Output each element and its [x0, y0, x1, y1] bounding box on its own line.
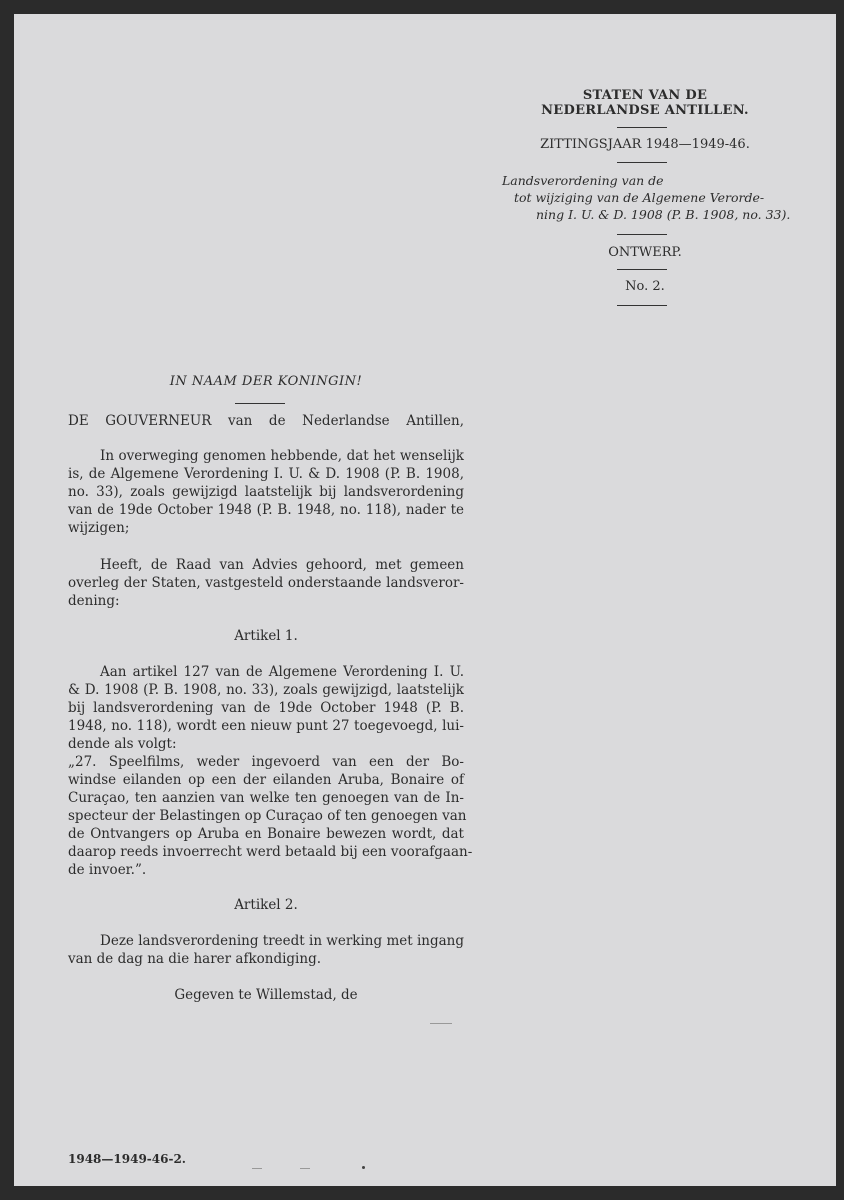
divider: [617, 127, 667, 128]
preamble1-line: no. 33), zoals gewijzigd laatstelijk bij landsverordening: [68, 484, 464, 500]
article-2-title: Artikel 2.: [234, 897, 298, 913]
article1-line: Curaçao, ten aanzien van welke ten genoegen van de In-: [68, 790, 464, 806]
preamble1-line: wijzigen;: [68, 520, 130, 536]
stray-mark: [300, 1168, 310, 1169]
article1-line: bij landsverordening van de 19de October 1948 (P. B.: [68, 700, 464, 716]
preamble2-line: Heeft, de Raad van Advies gehoord, met gemeen: [100, 557, 464, 573]
article1-line: „27. Speelfilms, weder ingevoerd van een der Bo-: [68, 754, 464, 770]
preamble1-line: In overweging genomen hebbende, dat het wenselijk: [100, 448, 464, 464]
header-title-line-2: NEDERLANDSE ANTILLEN.: [541, 103, 749, 118]
stray-mark: [430, 1023, 452, 1024]
given-at: Gegeven te Willemstad, de: [174, 987, 358, 1003]
article-2-text: [68, 932, 464, 968]
article-1-text: [68, 663, 473, 879]
divider: [617, 234, 667, 235]
divider: [617, 162, 667, 163]
draft-label: ONTWERP.: [608, 245, 682, 260]
divider: [617, 305, 667, 306]
article1-line: Aan artikel 127 van de Algemene Verordening I. U.: [100, 664, 464, 680]
invocation: IN NAAM DER KONINGIN!: [169, 374, 363, 389]
stray-mark: [252, 1168, 262, 1169]
preamble1-line: is, de Algemene Verordening I. U. & D. 1908 (P. B. 1908,: [68, 466, 464, 482]
divider: [617, 269, 667, 270]
document-header-title: [500, 88, 790, 118]
session-year: ZITTINGSJAAR 1948—1949-46.: [540, 137, 750, 152]
subject-line-2: tot wijziging van de Algemene Verorde-: [514, 190, 765, 205]
document-code: 1948—1949-46-2.: [68, 1152, 186, 1166]
article1-line: de invoer.”.: [68, 862, 147, 878]
article1-line: daarop reeds invoerrecht werd betaald bij een voorafgaan-: [68, 844, 473, 860]
document-number: No. 2.: [625, 279, 665, 294]
preamble-council: [68, 556, 464, 610]
article1-line: de Ontvangers op Aruba en Bonaire bewezen wordt, dat: [68, 826, 464, 842]
preamble2-line: dening:: [68, 593, 120, 609]
article1-line: 1948, no. 118), wordt een nieuw punt 27 toegevoegd, lui-: [68, 718, 464, 734]
divider: [235, 403, 285, 404]
article1-line: specteur der Belastingen op Curaçao of ten genoegen van: [68, 808, 467, 824]
subject-line-3: ning I. U. & D. 1908 (P. B. 1908, no. 33).: [536, 207, 791, 222]
ordinance-subject: [502, 172, 790, 223]
preamble1-line: van de 19de October 1948 (P. B. 1948, no. 118), nader te: [68, 502, 464, 518]
preamble-considering: [68, 447, 464, 537]
article1-line: dende als volgt:: [68, 736, 177, 752]
governor-line: DE GOUVERNEUR van de Nederlandse Antillen,: [68, 413, 464, 429]
stray-dot: [362, 1166, 365, 1169]
article1-line: & D. 1908 (P. B. 1908, no. 33), zoals gewijzigd, laatstelijk: [68, 682, 464, 698]
subject-line-1: Landsverordening van de: [502, 173, 664, 188]
header-title-line-1: STATEN VAN DE: [582, 88, 708, 103]
article1-line: windse eilanden op een der eilanden Aruba, Bonaire of: [68, 772, 464, 788]
article2-line: van de dag na die harer afkondiging.: [68, 951, 322, 967]
article2-line: Deze landsverordening treedt in werking met ingang: [100, 933, 464, 949]
preamble2-line: overleg der Staten, vastgesteld onderstaande landsveror-: [68, 575, 464, 591]
article-1-title: Artikel 1.: [234, 628, 298, 644]
